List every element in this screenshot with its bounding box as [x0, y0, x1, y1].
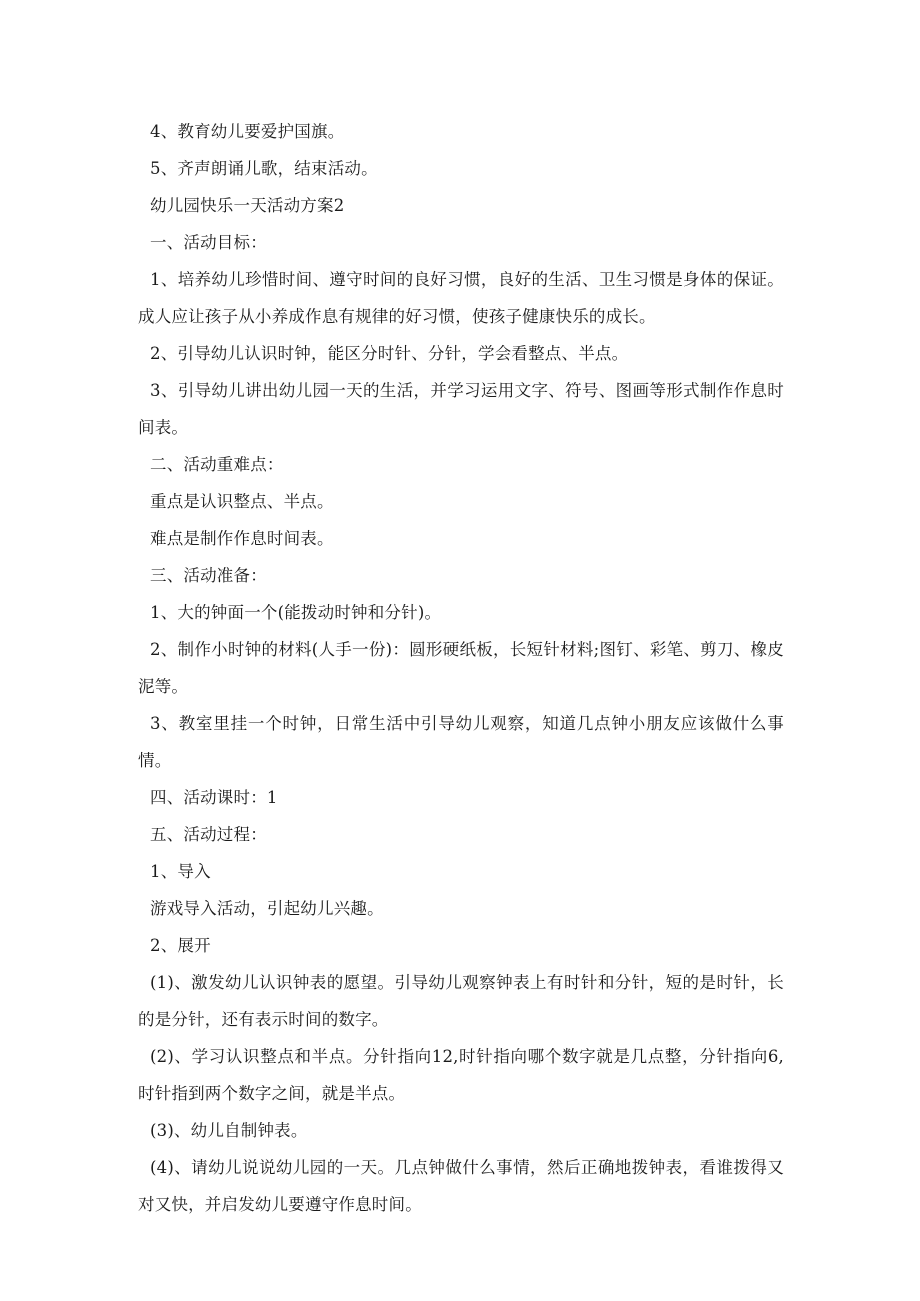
- heading-key-points: 二、活动重难点：: [150, 455, 284, 474]
- heading-process: 五、活动过程：: [150, 825, 267, 844]
- document-body: [138, 113, 784, 1223]
- section-title-plan-2: 幼儿园快乐一天活动方案2: [150, 196, 345, 215]
- paragraph-1: 4、教育幼儿要爱护国旗。: [150, 122, 345, 141]
- process-introduction-text: 游戏导入活动，引起幼儿兴趣。: [150, 899, 384, 918]
- objective-3: 3、引导幼儿讲出幼儿园一天的生活，并学习运用文字、符号、图画等形式制作作息时间表。: [138, 381, 784, 437]
- development-item-3: (3)、幼儿自制钟表。: [150, 1121, 308, 1140]
- development-item-2: (2)、学习认识整点和半点。分针指向12,时针指向哪个数字就是几点整，分针指向6,时针指到两个数字之间，就是半点。: [138, 1047, 784, 1103]
- key-point: 重点是认识整点、半点。: [150, 492, 334, 511]
- heading-class-hours: 四、活动课时：1: [150, 788, 278, 807]
- paragraph-2: 5、齐声朗诵儿歌，结束活动。: [150, 159, 378, 178]
- objective-2: 2、引导幼儿认识时钟，能区分时针、分针，学会看整点、半点。: [150, 344, 629, 363]
- preparation-1: 1、大的钟面一个(能拨动时钟和分针)。: [150, 603, 442, 622]
- preparation-3: 3、教室里挂一个时钟，日常生活中引导幼儿观察，知道几点钟小朋友应该做什么事情。: [138, 714, 784, 770]
- process-step-introduction: 1、导入: [150, 862, 211, 881]
- difficult-point: 难点是制作作息时间表。: [150, 529, 334, 548]
- development-item-1: (1)、激发幼儿认识钟表的愿望。引导幼儿观察钟表上有时针和分针，短的是时针，长的是分针，还有表示时间的数字。: [138, 973, 784, 1029]
- process-step-development: 2、展开: [150, 936, 211, 955]
- development-item-4: (4)、请幼儿说说幼儿园的一天。几点钟做什么事情，然后正确地拨钟表，看谁拨得又对又快，并启发幼儿要遵守作息时间。: [138, 1158, 784, 1214]
- objective-1: 1、培养幼儿珍惜时间、遵守时间的良好习惯，良好的生活、卫生习惯是身体的保证。成人应让孩子从小养成作息有规律的好习惯，使孩子健康快乐的成长。: [138, 270, 784, 326]
- heading-preparation: 三、活动准备：: [150, 566, 267, 585]
- preparation-2: 2、制作小时钟的材料(人手一份)：圆形硬纸板，长短针材料;图钉、彩笔、剪刀、橡皮泥等。: [138, 640, 784, 696]
- heading-objectives: 一、活动目标：: [150, 233, 267, 252]
